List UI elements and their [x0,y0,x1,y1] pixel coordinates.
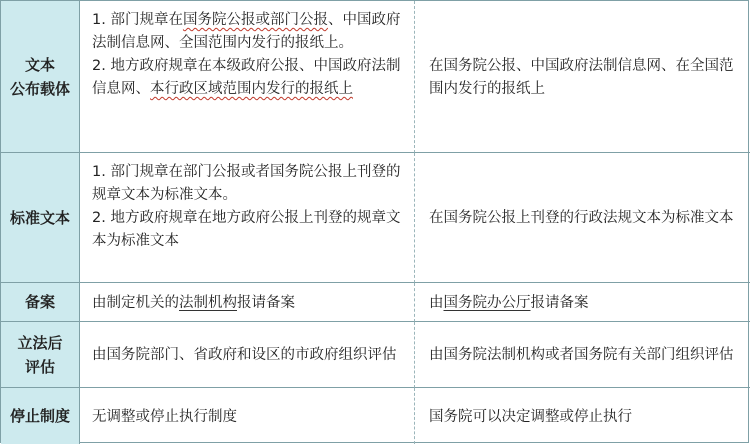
list-item [92,9,404,55]
item-number: 1. [92,12,111,28]
cell-rules-suspension [80,388,415,444]
text-span: 由 [429,294,444,311]
row-header-line: 停止制度 [9,407,70,425]
cell-regulations-filing [415,283,750,322]
cell-text: 由国务院部门、省政府和设区的市政府组织评估 [92,347,397,363]
emphasized-text: 法制机构 [179,294,237,311]
row-header-line: 评估 [24,357,55,376]
cell-text: 由国务院法制机构或者国务院有关部门组织评估 [429,347,734,363]
list-item: 1. 部门规章在部门公报或者国务院公报上刊登的规章文本为标准文本。 [92,164,401,203]
cell-regulations-standard-text [415,153,750,283]
list-item: 2. 地方政府规章在地方政府公报上刊登的规章文本为标准文本 [92,210,401,249]
row-header-line: 公布载体 [9,79,70,98]
cell-regulations-evaluation [415,322,750,388]
row-header-filing [1,283,80,322]
cell-text: 在国务院公报、中国政府法制信息网、在全国范围内发行的报纸上 [429,57,734,97]
cell-text [429,292,589,315]
row-header-line: 备案 [24,293,55,311]
text-span: 报请备案 [237,294,295,311]
list-item [92,55,404,101]
cell-text: 无调整或停止执行制度 [92,408,237,425]
emphasized-text: 国务院办公厅 [443,294,531,311]
cell-rules-filing [80,283,415,322]
row-header-line: 立法后 [17,333,63,352]
row-header-post-legislative-evaluation [1,322,80,388]
row-header-standard-text [1,153,80,283]
cell-rules-evaluation [80,322,415,388]
text-span: 、中国政府法制信息网、全国范围内发行的报纸上。 [92,12,401,51]
cell-text [92,292,295,315]
emphasized-text: 国务院公报或部门公报 [182,12,328,28]
cell-regulations-publication-carrier [415,1,750,153]
text-span: 地方政府规章在本级政府公报、中国政府法制信息网、 [92,58,401,97]
cell-text: 在国务院公报上刊登的行政法规文本为标准文本 [429,210,734,226]
text-span: 由制定机关的 [92,294,179,311]
cell-regulations-suspension [415,388,750,444]
emphasized-text: 本行政区域范围内发行的报纸上 [150,81,353,97]
row-header-suspension-system [1,388,80,444]
text-span: 部门规章在 [110,12,183,28]
cell-rules-publication-carrier [80,1,415,153]
row-header-publication-carrier [1,1,80,153]
cell-text: 国务院可以决定调整或停止执行 [429,408,632,425]
row-header-line: 文本 [24,55,55,74]
row-header-line: 标准文本 [9,208,70,227]
text-span: 报请备案 [530,294,589,311]
cell-rules-standard-text [80,153,415,283]
item-number: 2. [92,58,111,74]
